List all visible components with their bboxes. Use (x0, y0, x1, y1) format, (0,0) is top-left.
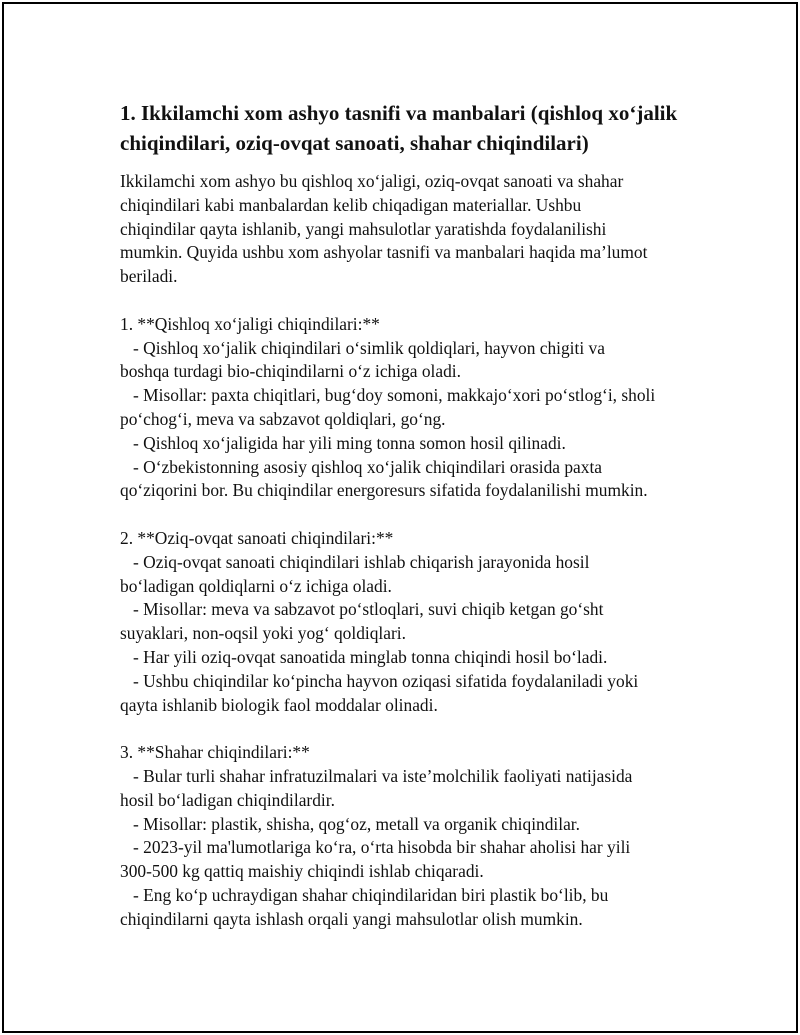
document-page (2, 2, 798, 1033)
document-content (120, 98, 700, 932)
section-body-agriculture: - Qishloq xo‘jalik chiqindilari o‘simlik qoldiqlari, hayvon chigiti va boshqa turdagi bio-chiqindilarni o‘z ichiga oladi. - Misollar: paxta chiqitlari, bug‘doy somoni, makkajo‘xori po‘stlog‘i, sholi po‘chog‘i, meva va sabzavot qoldiqlari, go‘ng. - Qishloq xo‘jaligida har yili ming tonna somon hosil qilinadi. - O‘zbekistonning asosiy qishloq xo‘jalik chiqindilari orasida paxta qo‘ziqorini bor. Bu chiqindilar energoresurs sifatida foydalanilishi mumkin. (120, 337, 656, 501)
intro-paragraph: Ikkilamchi xom ashyo bu qishloq xo‘jaligi, oziq-ovqat sanoati va shahar chiqindilari kabi manbalardan kelib chiqadigan materiallar. Ushbu chiqindilar qayta ishlanib, yangi mahsulotlar yaratishda foydalanilishi mumkin. Quyida ushbu xom ashyolar tasnifi va manbalari haqida ma’lumot beriladi. (120, 171, 648, 287)
section-body-food-industry: - Oziq-ovqat sanoati chiqindilari ishlab chiqarish jarayonida hosil bo‘ladigan qoldiqlarni o‘z ichiga oladi. - Misollar: meva va sabzavot po‘stloqlari, suvi chiqib ketgan go‘sht suyaklari, non-oqsil yoki yog‘ qoldiqlari. - Har yili oziq-ovqat sanoatida minglab tonna chiqindi hosil bo‘ladi. - Ushbu chiqindilar ko‘pincha hayvon oziqasi sifatida foydalaniladi yoki qayta ishlanib biologik faol moddalar olinadi. (120, 551, 639, 715)
document-body (120, 170, 700, 932)
section-heading-agriculture: 1. **Qishloq xo‘jaligi chiqindilari:** (120, 313, 380, 334)
section-heading-urban-waste: 3. **Shahar chiqindilari:** (120, 742, 310, 763)
document-title: 1. Ikkilamchi xom ashyo tasnifi va manbalari (qishloq xo‘jalik chiqindilari, oziq-ovqat sanoati, shahar chiqindilari) (120, 101, 678, 155)
section-heading-food-industry: 2. **Oziq-ovqat sanoati chiqindilari:** (120, 527, 394, 548)
section-body-urban-waste: - Bular turli shahar infratuzilmalari va iste’molchilik faoliyati natijasida hosil bo‘ladigan chiqindilardir. - Misollar: plastik, shisha, qog‘oz, metall va organik chiqindilar. - 2023-yil ma'lumotlariga ko‘ra, o‘rta hisobda bir shahar aholisi har yili 300-500 kg qattiq maishiy chiqindi ishlab chiqaradi. - Eng ko‘p uchraydigan shahar chiqindilaridan biri plastik bo‘lib, bu chiqindilarni qayta ishlash orqali yangi mahsulotlar olish mumkin. (120, 765, 633, 929)
